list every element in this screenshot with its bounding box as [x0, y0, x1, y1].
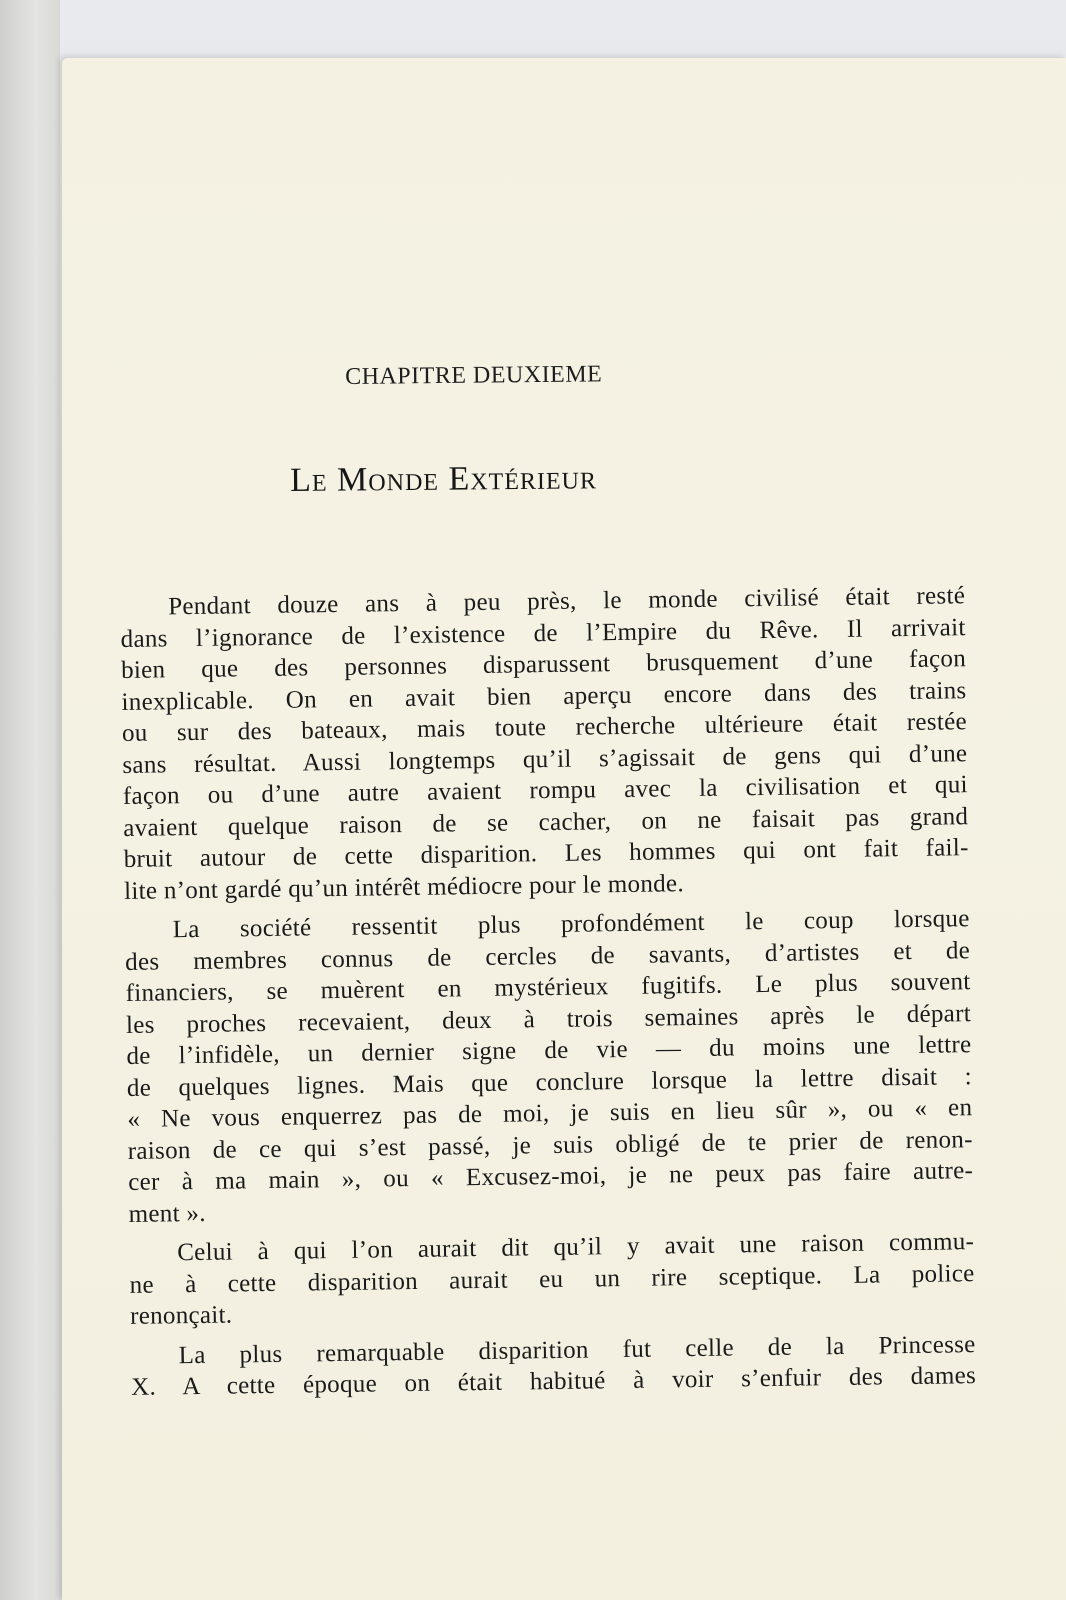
text-line: de l’infidèle, un dernier signe de vie — du moins une lettre: [126, 1031, 972, 1070]
text-line: La société ressentit plus profondément le coup lorsque: [172, 905, 970, 944]
text-line: lite n’ont gardé qu’un intérêt médiocre pour le monde.: [123, 869, 685, 905]
text-line: bien que des personnes disparussent brusquement d’une façon: [120, 645, 967, 684]
text-line: ment ».: [128, 1199, 206, 1228]
text-line: renonçait.: [129, 1301, 233, 1330]
chapter-number: CHAPITRE DEUXIEME: [345, 361, 603, 390]
text-line: façon ou d’une autre avaient rompu avec la civilisation et qui: [122, 771, 968, 810]
text-line: X. A cette époque on était habitué à voir s’enfuir des dames: [130, 1362, 977, 1401]
text-line: raison de ce qui s’est passé, je suis obligé de te prier de renon-: [127, 1125, 973, 1165]
text-line: Celui à qui l’on aurait dit qu’il y avait une raison commu-: [177, 1228, 975, 1267]
text-line: Pendant douze ans à peu près, le monde civilisé était resté: [168, 582, 966, 621]
text-line: cer à ma main », ou « Excusez-moi, je ne peux pas faire autre-: [128, 1157, 974, 1196]
text-line: avaient quelque raison de se cacher, on ne faisait pas grand: [123, 802, 969, 842]
text-line: La plus remarquable disparition fut celle de la Princesse: [178, 1330, 976, 1369]
text-line: bruit autour de cette disparition. Les hommes qui ont fait fail-: [123, 834, 969, 873]
body-text: [120, 580, 976, 1403]
chapter-title: Le Monde Extérieur: [290, 459, 598, 499]
text-line: inexplicable. On en avait bien aperçu encore dans des trains: [121, 676, 967, 716]
text-line: sans résultat. Aussi longtemps qu’il s’agissait de gens qui d’une: [122, 739, 968, 779]
text-line: les proches recevaient, deux à trois semaines après le départ: [125, 999, 972, 1039]
text-line: des membres connus de cercles de savants, d’artistes et de: [124, 936, 971, 976]
text-line: ne à cette disparition aurait eu un rire sceptique. La police: [129, 1259, 975, 1299]
text-line: dans l’ignorance de l’existence de l’Empire du Rêve. Il arrivait: [120, 613, 966, 653]
text-line: de quelques lignes. Mais que conclure lorsque la lettre disait :: [126, 1062, 973, 1102]
text-line: « Ne vous enquerrez pas de moi, je suis en lieu sûr », ou « en: [127, 1094, 973, 1133]
text-line: ou sur des bateaux, mais toute recherche ultérieure était restée: [121, 708, 968, 747]
text-line: financiers, se muèrent en mystérieux fugitifs. Le plus souvent: [125, 968, 971, 1007]
left-page-edge: [0, 0, 60, 1600]
